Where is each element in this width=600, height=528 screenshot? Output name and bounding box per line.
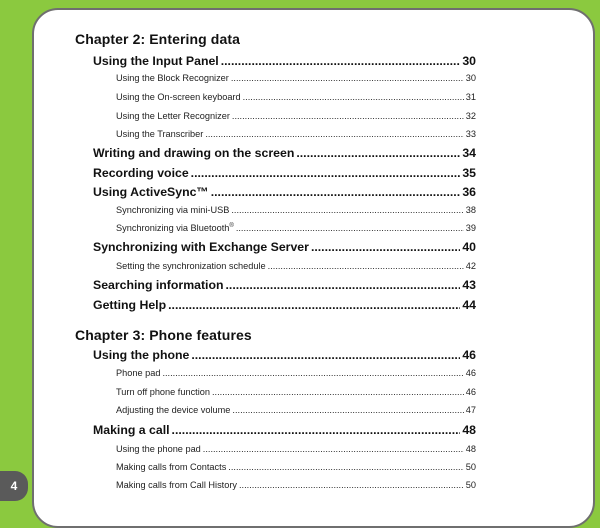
toc-entry[interactable] [93,52,476,68]
toc-entry[interactable] [93,421,476,437]
dot-leader [232,111,464,121]
toc-entry[interactable] [93,164,476,180]
dot-leader [212,387,464,397]
toc-entry[interactable] [93,183,476,199]
entry-page: 50 [465,480,476,490]
entry-title: Phone pad [116,368,161,378]
dot-leader [231,73,464,83]
dot-leader [191,166,461,180]
entry-title: Using the On-screen keyboard [116,92,241,102]
entry-title: Using the Input Panel [93,54,219,68]
toc-entry[interactable] [116,127,476,139]
entry-title: Getting Help [93,298,167,312]
dot-leader [162,368,463,378]
entry-page: 48 [462,423,476,437]
toc-entry[interactable] [93,238,476,254]
entry-title: Turn off phone function [116,387,210,397]
dot-leader [221,54,461,68]
toc-entry[interactable] [116,478,476,490]
entry-page: 39 [465,223,476,233]
entry-page: 34 [462,146,476,160]
dot-leader [296,146,460,160]
dot-leader [239,480,464,490]
dot-leader [205,129,463,139]
entry-title: Synchronizing via Bluetooth [116,223,230,233]
entry-page: 42 [465,261,476,271]
chapter-heading: Chapter 2: Entering data [75,31,240,47]
entry-page: 48 [465,444,476,454]
registered-mark: ® [229,222,234,229]
entry-title: Using the Transcriber [116,129,204,139]
toc-entry[interactable] [93,296,476,312]
toc-entry[interactable] [116,442,476,454]
dot-leader [236,223,464,233]
entry-title: Making a call [93,423,170,437]
page-number-badge: 4 [0,471,28,501]
chapter-heading: Chapter 3: Phone features [75,327,252,343]
toc-entry[interactable] [116,366,476,378]
entry-page: 44 [462,298,476,312]
entry-title: Using the phone pad [116,444,201,454]
dot-leader [226,278,461,292]
entry-page: 32 [465,111,476,121]
entry-title: Recording voice [93,166,189,180]
toc-entry[interactable] [116,460,476,472]
toc-entry[interactable] [116,71,476,83]
dot-leader [172,423,461,437]
entry-title: Setting the synchronization schedule [116,261,266,271]
entry-title: Writing and drawing on the screen [93,146,295,160]
toc-entry[interactable] [116,259,476,271]
entry-page: 47 [465,405,476,415]
toc-entry[interactable] [116,403,476,415]
entry-title: Making calls from Call History [116,480,237,490]
dot-leader [191,348,460,362]
dot-leader [231,205,463,215]
entry-title: Adjusting the device volume [116,405,231,415]
toc-entry[interactable] [93,144,476,160]
entry-page: 30 [462,54,476,68]
entry-page: 30 [465,73,476,83]
dot-leader [228,462,463,472]
toc-entry[interactable] [116,221,476,233]
dot-leader [203,444,464,454]
dot-leader [211,185,461,199]
dot-leader [168,298,460,312]
toc-entry[interactable] [93,346,476,362]
toc-entry[interactable] [116,385,476,397]
entry-title: Using the Block Recognizer [116,73,229,83]
entry-title: Making calls from Contacts [116,462,227,472]
entry-title: Using ActiveSync™ [93,185,209,199]
toc-entry[interactable] [116,203,476,215]
entry-title: Searching information [93,278,224,292]
entry-page: 35 [462,166,476,180]
entry-page: 46 [465,368,476,378]
entry-page: 46 [462,348,476,362]
entry-page: 46 [465,387,476,397]
entry-page: 38 [465,205,476,215]
dot-leader [243,92,464,102]
toc-entry[interactable] [93,276,476,292]
entry-page: 40 [462,240,476,254]
dot-leader [232,405,463,415]
entry-title: Using the Letter Recognizer [116,111,230,121]
entry-page: 43 [462,278,476,292]
entry-title: Synchronizing via mini-USB [116,205,230,215]
toc-entry[interactable] [116,90,476,102]
toc-entry[interactable] [116,109,476,121]
entry-page: 50 [465,462,476,472]
entry-page: 33 [465,129,476,139]
entry-title: Synchronizing with Exchange Server [93,240,309,254]
entry-page: 31 [465,92,476,102]
dot-leader [311,240,460,254]
entry-title: Using the phone [93,348,190,362]
entry-page: 36 [462,185,476,199]
dot-leader [268,261,464,271]
